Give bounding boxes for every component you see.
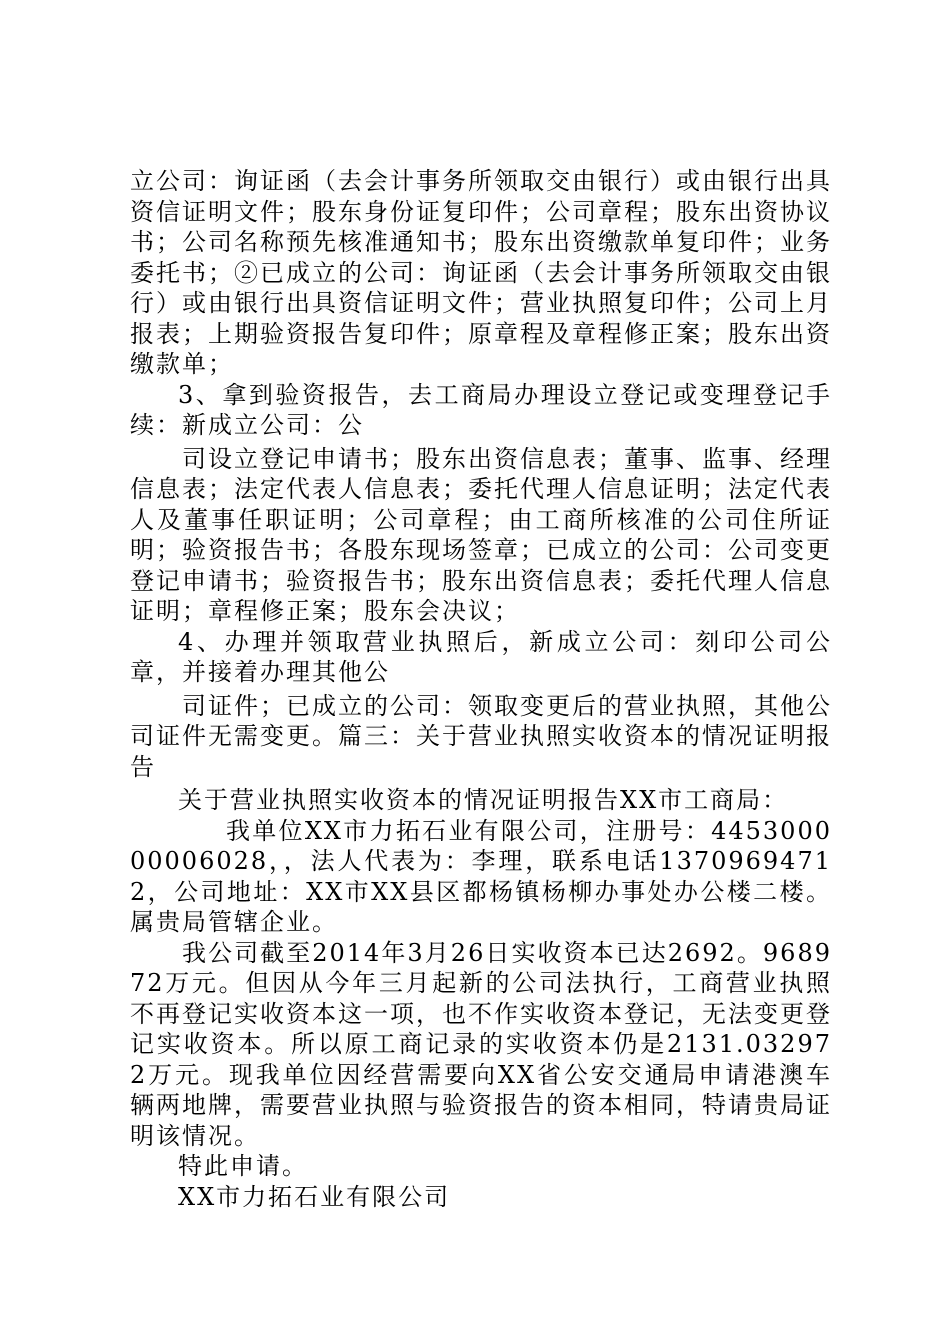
document-body (130, 166, 832, 1212)
closing-request: 特此申请。 (178, 1152, 308, 1180)
report-heading: 关于营业执照实收资本的情况证明报告XX市工商局： (178, 786, 789, 814)
paragraph-step-3: 3、拿到验资报告，去工商局办理设立登记或变理登记手续：新成立公司：公 (130, 380, 832, 439)
paragraph-license-note: 司证件；已成立的公司：领取变更后的营业执照，其他公司证件无需变更。篇三：关于营业执照实收资本的情况证明报告 (130, 691, 832, 781)
paragraph-company-info: 我单位XX市力拓石业有限公司，注册号：445300000006028，，法人代表为：李理，联系电话13709694712，公司地址：XX市XX县区都杨镇杨柳办事处办公楼二楼。属贵局管辖企业。 (130, 816, 832, 936)
paragraph-registration-materials: 司设立登记申请书；股东出资信息表；董事、监事、经理信息表；法定代表人信息表；委托代理人信息证明；法定代表人及董事任职证明；公司章程；由工商所核准的公司住所证明；验资报告书；各股东现场签章；已成立的公司：公司变更登记申请书；验资报告书；股东出资信息表；委托代理人信息证明；章程修正案；股东会决议； (130, 444, 832, 625)
paragraph-company-materials: 立公司：询证函（去会计事务所领取交由银行）或由银行出具资信证明文件；股东身份证复印件；公司章程；股东出资协议书；公司名称预先核准通知书；股东出资缴款单复印件；业务委托书；②已成立的公司：询证函（去会计事务所领取交由银行）或由银行出具资信证明文件；营业执照复印件；公司上月报表；上期验资报告复印件；原章程及章程修正案；股东出资缴款单； (130, 167, 832, 378)
paragraph-capital-statement: 我公司截至2014年3月26日实收资本已达2692。968972万元。但因从今年三月起新的公司法执行，工商营业执照不再登记实收资本这一项，也不作实收资本登记，无法变更登记实收资本。所以原工商记录的实收资本仍是2131.032972万元。现我单位因经营需要向XX省公安交通局申请港澳车辆两地牌，需要营业执照与验资报告的资本相同，特请贵局证明该情况。 (130, 938, 832, 1150)
signature-company-name: XX市力拓石业有限公司 (178, 1182, 451, 1211)
paragraph-step-4: 4、办理并领取营业执照后，新成立公司：刻印公司公章，并接着办理其他公 (130, 627, 832, 686)
